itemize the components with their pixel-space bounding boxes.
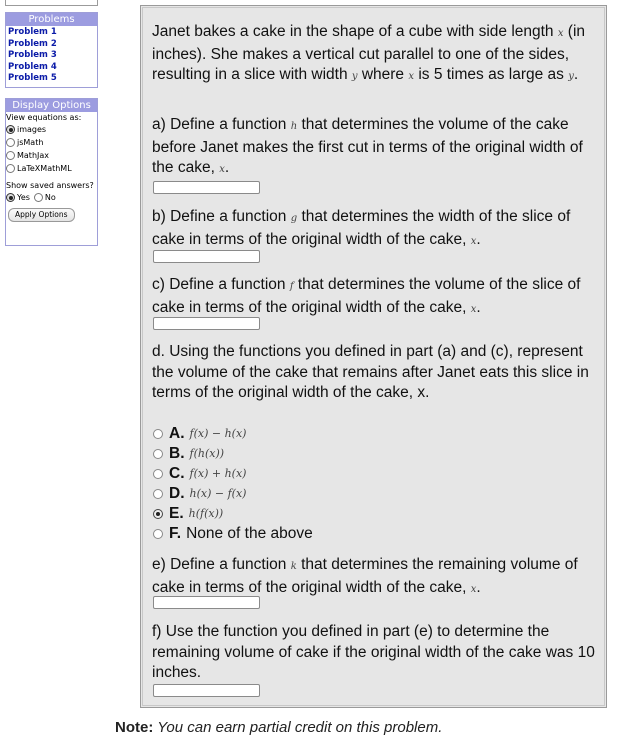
part-a-question bbox=[152, 115, 600, 181]
part-a-text-3: . bbox=[224, 159, 230, 176]
answer-input-b[interactable] bbox=[153, 250, 260, 263]
choice-f[interactable] bbox=[153, 524, 313, 543]
mathjax-label: MathJax bbox=[17, 151, 50, 160]
intro-text-3: where bbox=[357, 66, 409, 83]
note-text: You can earn partial credit on this problem. bbox=[153, 719, 443, 736]
answer-input-e[interactable] bbox=[153, 596, 260, 609]
part-b-text-3: . bbox=[476, 230, 481, 248]
part-a-math-x: x bbox=[219, 164, 225, 175]
choice-a[interactable] bbox=[153, 424, 246, 443]
saved-yes-label: Yes bbox=[17, 193, 30, 202]
part-e-math-k: k bbox=[290, 561, 297, 572]
problems-panel-title: Problems bbox=[6, 13, 97, 26]
show-saved-label: Show saved answers? bbox=[6, 181, 94, 190]
part-b-math-g: g bbox=[290, 213, 298, 224]
choice-d-letter: D. bbox=[169, 484, 185, 502]
latexmathml-label: LaTeXMathML bbox=[17, 164, 72, 173]
part-a-math-h: h bbox=[290, 121, 298, 132]
problem-link-4[interactable]: Problem 4 bbox=[8, 61, 57, 72]
intro-text-5: . bbox=[573, 66, 579, 83]
choice-f-text: None of the above bbox=[186, 524, 313, 542]
saved-yes-radio[interactable] bbox=[6, 193, 15, 202]
sidebar-top-panel bbox=[5, 0, 98, 6]
choice-a-expr: f(x) − h(x) bbox=[189, 427, 247, 440]
view-option-latexmathml[interactable] bbox=[6, 162, 97, 175]
view-option-jsmath[interactable] bbox=[6, 136, 97, 149]
mathjax-radio[interactable] bbox=[6, 151, 15, 160]
answer-input-a[interactable] bbox=[153, 181, 260, 194]
part-b-math-x: x bbox=[470, 235, 477, 247]
choice-a-radio[interactable] bbox=[153, 429, 163, 439]
latexmathml-radio[interactable] bbox=[6, 164, 15, 173]
part-c-math-f: f bbox=[289, 281, 294, 292]
saved-no-label: No bbox=[44, 193, 56, 202]
choice-c-expr: f(x) + h(x) bbox=[189, 467, 247, 480]
part-a-text-1: a) Define a function bbox=[152, 116, 291, 133]
part-e-text-1: e) Define a function bbox=[152, 556, 291, 573]
view-equations-label: View equations as: bbox=[6, 113, 82, 122]
choice-c[interactable] bbox=[153, 464, 246, 483]
part-f-question: f) Use the function you defined in part (e) to determine the remaining volume of cake if the original width of the cake was 10 inches. bbox=[152, 623, 595, 681]
part-e-text-2: that determines the remaining volume of cake in terms of the original width of the cake, bbox=[152, 556, 578, 596]
problem-box bbox=[140, 5, 607, 708]
choice-c-letter: C. bbox=[169, 464, 185, 482]
choice-b[interactable] bbox=[153, 444, 224, 463]
choice-f-letter: F. bbox=[169, 524, 182, 542]
part-b-question bbox=[152, 207, 600, 252]
choice-e[interactable] bbox=[153, 504, 223, 523]
choice-a-letter: A. bbox=[169, 424, 185, 442]
problem-link-5[interactable]: Problem 5 bbox=[8, 73, 57, 83]
part-e-text-3: . bbox=[476, 578, 481, 596]
choice-e-expr: h(f(x)) bbox=[188, 507, 224, 520]
note-label: Note: bbox=[115, 719, 154, 736]
answer-input-c[interactable] bbox=[153, 317, 260, 330]
choice-b-radio[interactable] bbox=[153, 449, 163, 459]
intro-math-x2: x bbox=[408, 71, 415, 82]
choice-d[interactable] bbox=[153, 484, 246, 503]
display-options-panel bbox=[5, 98, 98, 246]
images-label: images bbox=[17, 125, 47, 134]
jsmath-radio[interactable] bbox=[6, 138, 15, 147]
part-c-question bbox=[152, 275, 600, 320]
view-option-images[interactable] bbox=[6, 123, 97, 136]
images-radio[interactable] bbox=[6, 125, 15, 134]
problem-intro bbox=[152, 22, 600, 88]
part-c-text-3: . bbox=[476, 298, 481, 316]
intro-text-2: (in inches). She makes a vertical cut parallel to one of the sides, resulting in a slice with width bbox=[152, 23, 586, 83]
intro-text-4: is 5 times as large as bbox=[414, 66, 569, 83]
problem-link-3[interactable]: Problem 3 bbox=[8, 50, 57, 60]
view-option-mathjax[interactable] bbox=[6, 149, 97, 162]
part-d-question: d. Using the functions you defined in part (a) and (c), represent the volume of the cake that remains after Janet eats this slice in terms of the original width of the cake, x. bbox=[152, 343, 589, 401]
choice-c-radio[interactable] bbox=[153, 469, 163, 479]
part-b-text-2: that determines the width of the slice of cake in terms of the original width of the cake, bbox=[152, 208, 571, 248]
choice-d-expr: h(x) − f(x) bbox=[189, 487, 247, 500]
choice-d-radio[interactable] bbox=[153, 489, 163, 499]
display-options-title: Display Options bbox=[6, 99, 97, 112]
apply-options-button[interactable]: Apply Options bbox=[8, 208, 75, 222]
saved-no-radio[interactable] bbox=[34, 193, 43, 202]
part-e-question bbox=[152, 555, 600, 600]
part-e-math-x: x bbox=[470, 583, 477, 595]
choice-b-expr: f(h(x)) bbox=[189, 447, 225, 460]
intro-math-x: x bbox=[557, 28, 564, 39]
part-b-text-1: b) Define a function bbox=[152, 208, 291, 225]
part-c-text-2: that determines the volume of the slice of cake in terms of the original width of the cake, bbox=[152, 276, 581, 316]
problem-link-1[interactable]: Problem 1 bbox=[8, 27, 57, 37]
problem-link-2[interactable]: Problem 2 bbox=[8, 38, 57, 49]
choice-b-letter: B. bbox=[169, 444, 185, 462]
part-c-text-1: c) Define a function bbox=[152, 276, 290, 293]
problems-panel bbox=[5, 12, 98, 88]
choice-e-radio[interactable] bbox=[153, 509, 163, 519]
intro-math-y2: y bbox=[568, 71, 574, 82]
intro-math-y: y bbox=[351, 71, 358, 82]
choice-e-letter: E. bbox=[169, 504, 184, 522]
jsmath-label: jsMath bbox=[17, 138, 44, 147]
answer-input-f[interactable] bbox=[153, 684, 260, 697]
part-a-text-2: that determines the volume of the cake before Janet makes the first cut in terms of the original width of the cake, bbox=[152, 116, 583, 176]
part-c-math-x: x bbox=[470, 303, 477, 315]
intro-text-1: Janet bakes a cake in the shape of a cube with side length bbox=[152, 23, 558, 40]
choice-f-radio[interactable] bbox=[153, 529, 163, 539]
